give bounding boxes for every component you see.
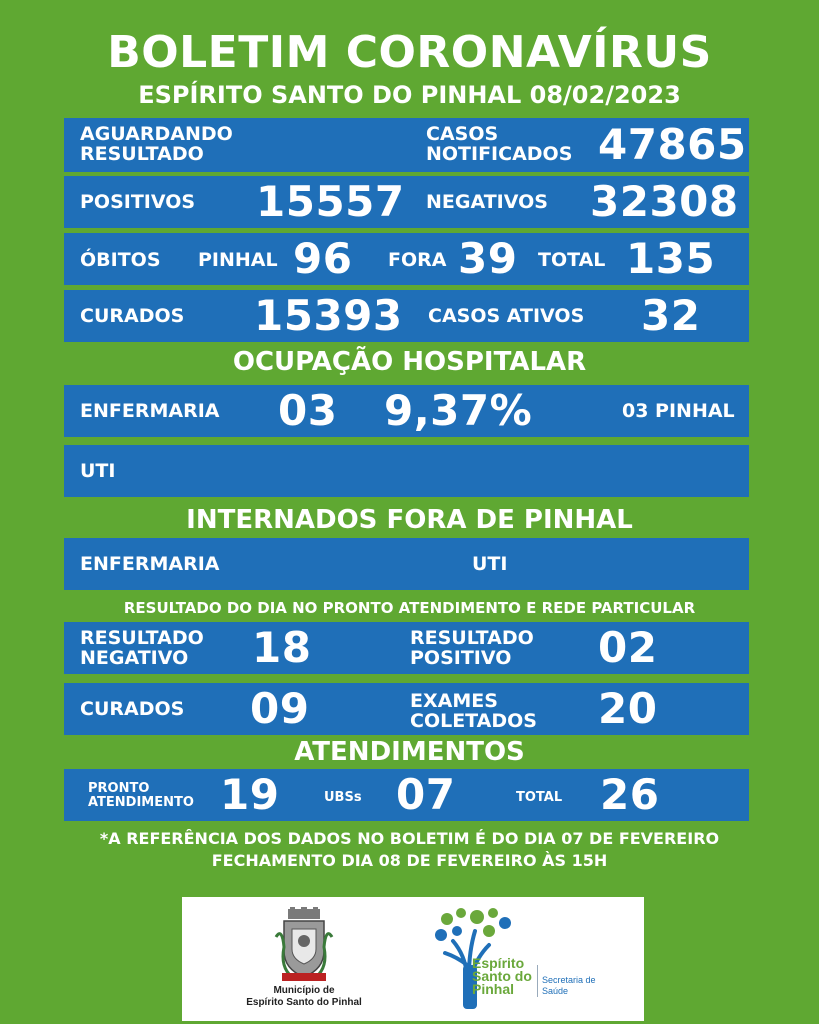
resultado-positivo-value: 02: [598, 623, 658, 672]
resultado-negativo-label: RESULTADO NEGATIVO: [80, 627, 204, 669]
casos-ativos-label: CASOS ATIVOS: [428, 305, 585, 327]
municipio-caption: Município de Espírito Santo do Pinhal: [246, 985, 362, 1008]
resultado-row-2: [64, 683, 749, 735]
casos-ativos-value: 32: [641, 291, 701, 340]
municipal-crest-icon: [274, 907, 334, 983]
page-title: BOLETIM CORONAVÍRUS: [107, 27, 712, 78]
casos-notificados-value: 47865: [598, 120, 747, 169]
casos-notificados-label: CASOS NOTIFICADOS: [426, 123, 573, 165]
fora-pinhal-row: [64, 538, 749, 590]
footnote-line-2: FECHAMENTO DIA 08 DE FEVEREIRO ÀS 15H: [211, 851, 608, 870]
aguardando-label: AGUARDANDO RESULTADO: [80, 123, 233, 165]
atendimentos-title: ATENDIMENTOS: [294, 737, 525, 767]
ocupacao-enfermaria-percent: 9,37%: [384, 386, 533, 435]
positivos-value: 15557: [256, 177, 405, 226]
obitos-fora-label: FORA: [388, 249, 447, 271]
atendimentos-total-label: TOTAL: [516, 790, 563, 805]
ocupacao-uti-label: UTI: [80, 460, 116, 482]
obitos-pinhal-label: PINHAL: [198, 249, 278, 271]
ubs-label: UBSs: [324, 790, 362, 805]
positivos-label: POSITIVOS: [80, 191, 196, 213]
fora-enfermaria-label: ENFERMARIA: [80, 553, 220, 575]
resultado-dia-title: RESULTADO DO DIA NO PRONTO ATENDIMENTO E REDE PARTICULAR: [123, 599, 696, 617]
ocupacao-uti-row: [64, 445, 749, 497]
curados-label: CURADOS: [80, 305, 185, 327]
curados-value: 15393: [254, 291, 403, 340]
resultado-row-1: [64, 622, 749, 674]
ubs-value: 07: [396, 770, 456, 819]
resultado-positivo-label: RESULTADO POSITIVO: [410, 627, 534, 669]
ocupacao-title: OCUPAÇÃO HOSPITALAR: [232, 347, 587, 377]
ocupacao-enfermaria-label: ENFERMARIA: [80, 400, 220, 422]
pronto-atendimento-value: 19: [220, 770, 280, 819]
footnote-line-1: *A REFERÊNCIA DOS DADOS NO BOLETIM É DO DIA 07 DE FEVEREIRO: [99, 829, 720, 848]
exames-coletados-value: 20: [598, 684, 658, 733]
secretaria-saude-label: Secretaria de Saúde: [542, 975, 596, 996]
obitos-pinhal-value: 96: [293, 234, 353, 283]
page-subtitle: ESPÍRITO SANTO DO PINHAL 08/02/2023: [138, 81, 681, 109]
brand-wordmark: [472, 957, 532, 996]
resultado-curados-value: 09: [250, 684, 310, 733]
obitos-total-label: TOTAL: [538, 249, 606, 271]
notificados-row: [64, 118, 749, 172]
resultado-negativo-value: 18: [252, 623, 312, 672]
ocupacao-enfermaria-value: 03: [278, 386, 338, 435]
fora-uti-label: UTI: [472, 553, 508, 575]
brand-line-1: Espírito: [472, 955, 525, 971]
obitos-label: ÓBITOS: [80, 249, 161, 271]
fora-pinhal-title: INTERNADOS FORA DE PINHAL: [186, 505, 633, 535]
ocupacao-enfermaria-note: 03 PINHAL: [622, 400, 735, 422]
obitos-total-value: 135: [626, 234, 716, 283]
atendimentos-total-value: 26: [600, 770, 660, 819]
pronto-atendimento-label: PRONTO ATENDIMENTO: [88, 781, 194, 810]
atendimentos-row: [64, 769, 749, 821]
ocupacao-enfermaria-row: [64, 385, 749, 437]
logo-separator: [537, 965, 538, 997]
negativos-value: 32308: [590, 177, 739, 226]
brand-line-2: Santo do: [472, 968, 532, 984]
obitos-fora-value: 39: [458, 234, 518, 283]
logos-panel: [182, 897, 644, 1021]
obitos-row: [64, 233, 749, 285]
exames-coletados-label: EXAMES COLETADOS: [410, 690, 537, 732]
positivos-row: [64, 176, 749, 228]
curados-row: [64, 290, 749, 342]
resultado-curados-label: CURADOS: [80, 698, 185, 720]
brand-line-3: Pinhal: [472, 981, 515, 997]
negativos-label: NEGATIVOS: [426, 191, 548, 213]
